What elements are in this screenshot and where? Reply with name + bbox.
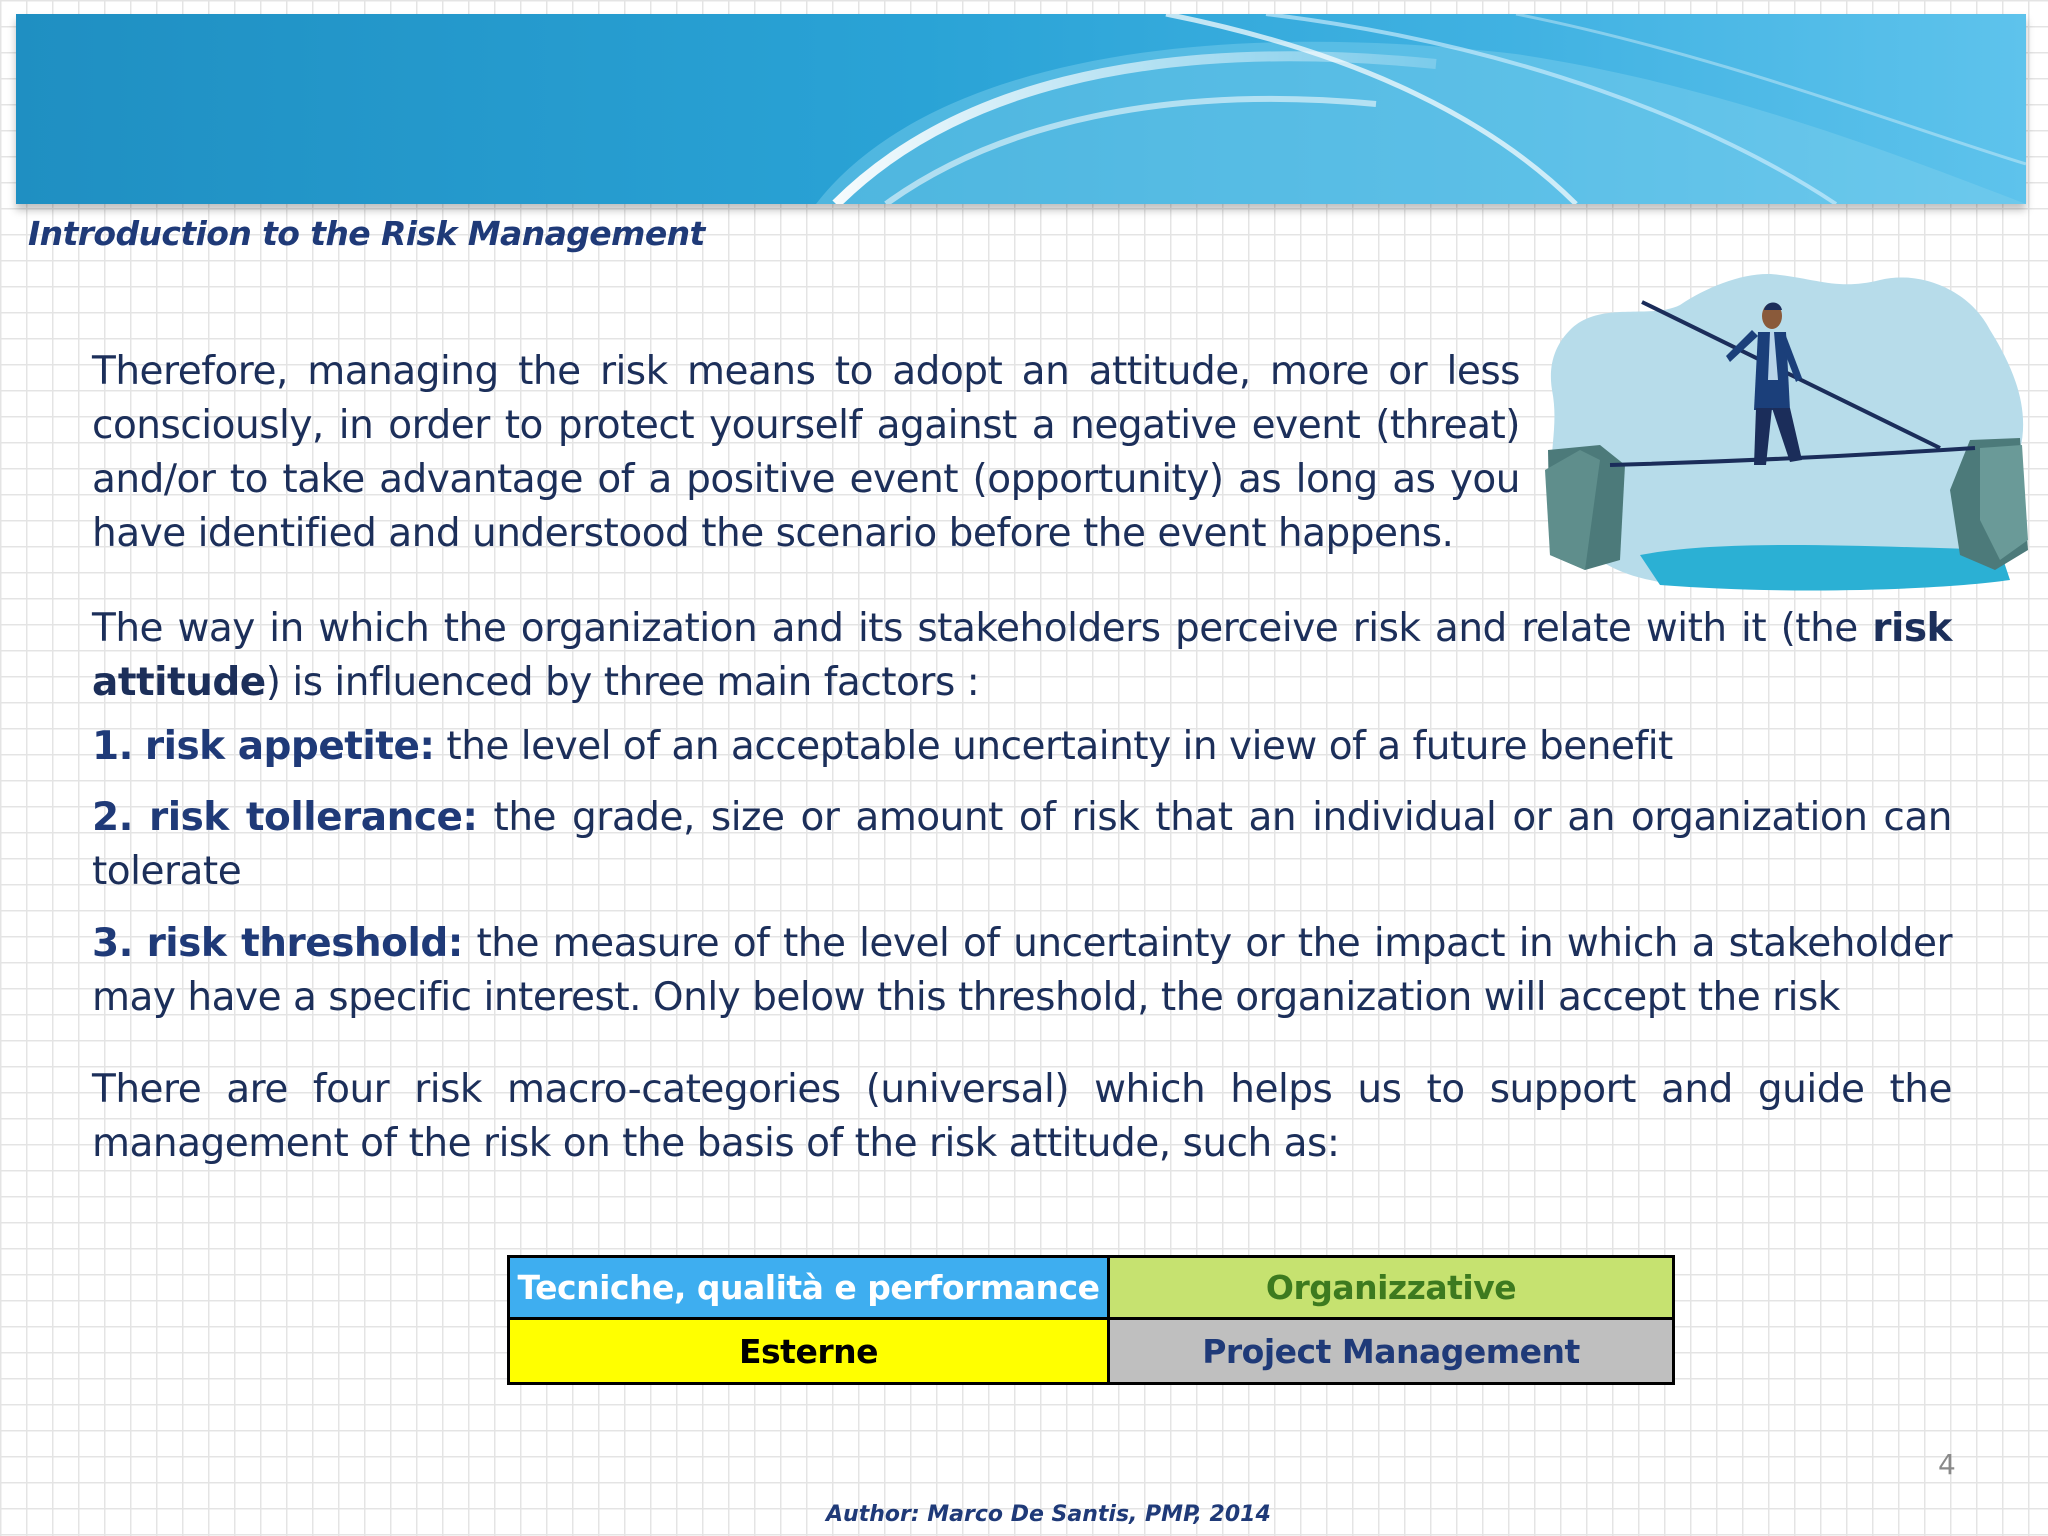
category-cell-organizzative: Organizzative [1110,1258,1672,1320]
risk-attitude-paragraph [92,602,1952,710]
macro-categories-paragraph: There are four risk macro-categories (universal) which helps us to support and guide the management of the risk on the basis of the risk attitude, such as: [92,1067,1952,1166]
risk-attitude-term: risk attitude [92,606,1952,705]
category-cell-esterne: Esterne [510,1320,1110,1382]
category-cell-project-management: Project Management [1110,1320,1672,1382]
header-banner [16,14,2026,204]
factor-risk-appetite [92,720,1952,774]
factor-description: the level of an acceptable uncertainty in view of a future benefit [434,724,1673,769]
factor-term: risk tollerance: [148,795,478,840]
header-banner-graphic [16,14,2026,204]
tightrope-walker-illustration [1540,270,2030,605]
page-number: 4 [1938,1448,1956,1481]
factor-number: 3. [92,921,133,966]
category-cell-tecniche: Tecniche, qualità e performance [510,1258,1110,1320]
tightrope-walker-icon [1540,270,2030,605]
factor-term: risk threshold: [146,921,463,966]
factor-term: risk appetite: [144,724,435,769]
factor-risk-threshold [92,917,1952,1025]
risk-categories-table [507,1255,1675,1385]
risk-attitude-text-after: ) is influenced by three main factors : [265,660,980,705]
intro-paragraph: Therefore, managing the risk means to adopt an attitude, more or less consciously, in order to protect yourself against a negative event (threat) and/or to take advantage of a positive event (opportunity) as long as you have identified and understood the scenario before the event happens. [92,349,1520,556]
factor-risk-tollerance [92,791,1952,899]
factor-number: 1. [92,724,133,769]
author-footer: Author: Marco De Santis, PMP, 2014 [826,1502,1271,1527]
factor-description: the measure of the level of uncertainty or the impact in which a stakeholder may have a specific interest. Only below this threshold, the organization will accept the risk [92,921,1952,1020]
slide-subtitle: Introduction to the Risk Management [28,214,705,253]
risk-attitude-text-before: The way in which the organization and its stakeholders perceive risk and relate with it (the [92,606,1873,651]
factor-number: 2. [92,795,133,840]
factor-description: the grade, size or amount of risk that an individual or an organization can tolerate [92,795,1952,894]
